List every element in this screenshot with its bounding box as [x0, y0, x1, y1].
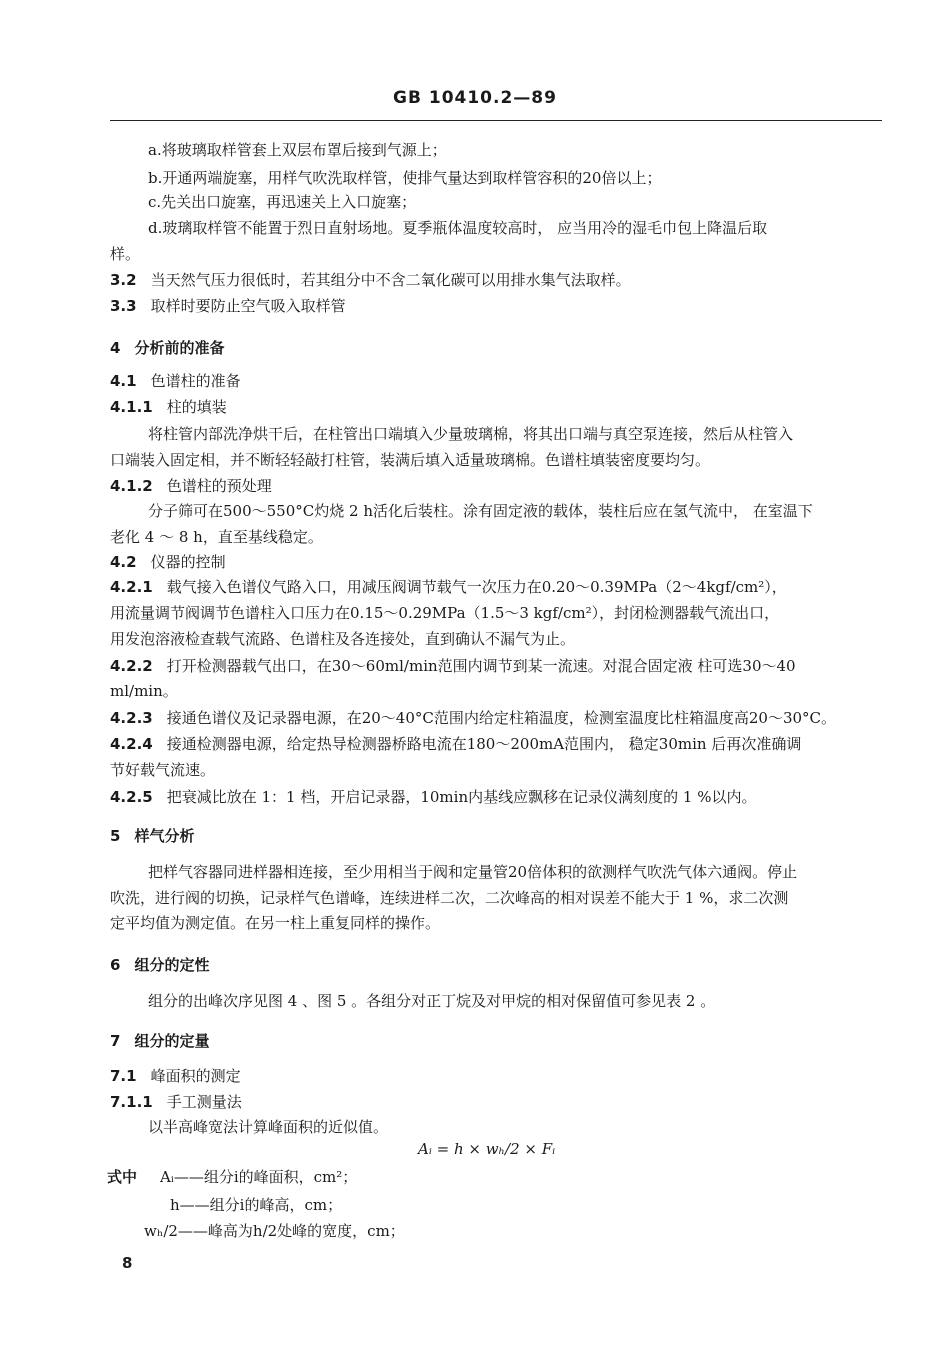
p-4-1-1-a-text: 将柱管内部洗净烘干后，在柱管出口端填入少量玻璃棉，将其出口端与真空泵连接，然后从柱管入: [148, 425, 794, 443]
sec-4-2-5: [110, 787, 756, 807]
sec-3-3-text: 取样时要防止空气吸入取样管: [150, 297, 346, 315]
sec-3-2-number: 3.2: [110, 271, 137, 289]
sec-4-text: 分析前的准备: [134, 339, 225, 357]
p-4-1-1-b-text: 口端装入固定相，并不断轻轻敲打柱管，装满后填入适量玻璃棉。色谱柱填装密度要均匀。: [110, 451, 711, 469]
sec-7: [110, 1031, 209, 1051]
sec-4-2-4-text: 接通检测器电源，给定热导检测器桥路电流在180～200mA范围内， 稳定30min 后再次准确调: [166, 735, 802, 753]
sec-4-2: [110, 552, 226, 572]
sec-6-text: 组分的定性: [134, 956, 210, 974]
sec-7-1-1-number: 7.1.1: [110, 1093, 153, 1111]
p-4-2-2-b: [110, 681, 178, 701]
p-4-1-2-b-text: 老化 4 ～ 8 h，直至基线稳定。: [110, 528, 323, 546]
sec-3-2-text: 当天然气压力很低时，若其组分中不含二氧化碳可以用排水集气法取样。: [150, 271, 631, 289]
step-b: [148, 168, 661, 188]
p-5-c-text: 定平均值为测定值。在另一柱上重复同样的操作。: [110, 914, 441, 932]
header-rule: [110, 120, 882, 121]
step-a-text: a.将玻璃取样管套上双层布罩后接到气源上；: [148, 141, 447, 159]
sec-4-1-1: [110, 397, 227, 417]
document-header: GB 10410.2—89: [393, 88, 557, 108]
sec-7-1-number: 7.1: [110, 1067, 137, 1085]
p-6-text: 组分的出峰次序见图 4 、图 5 。各组分对正丁烷及对甲烷的相对保留值可参见表 2 。: [148, 992, 716, 1010]
sec-4-1: [110, 371, 241, 391]
p-4-1-2-a: [148, 501, 813, 521]
sec-3-3: [110, 296, 346, 316]
sec-4-2-4: [110, 734, 801, 754]
step-b-text: b.开通两端旋塞，用样气吹洗取样管，使排气量达到取样管容积的20倍以上；: [148, 169, 662, 187]
step-d-cont: [110, 244, 140, 264]
p-7-1-1-text: 以半高峰宽法计算峰面积的近似值。: [148, 1118, 389, 1136]
sec-4-1-2: [110, 476, 272, 496]
step-d-text: d.玻璃取样管不能置于烈日直射场地。夏季瓶体温度较高时， 应当用冷的湿毛巾包上降温后取: [148, 219, 768, 237]
sec-3-2: [110, 270, 631, 290]
sec-4-2-3-text: 接通色谱仪及记录器电源，在20～40°C范围内给定柱箱温度，检测室温度比柱箱温度高20～30°C。: [166, 709, 837, 727]
step-d-cont-text: 样。: [110, 245, 141, 263]
p-4-2-1-c: [110, 629, 575, 649]
p-7-1-1: [148, 1117, 388, 1137]
sec-3-3-number: 3.3: [110, 297, 137, 315]
def-w: wₕ/2——峰高为h/2处峰的宽度，cm；: [144, 1222, 405, 1240]
sec-4-2-5-number: 4.2.5: [110, 788, 153, 806]
sec-4-2-5-text: 把衰减比放在 1：1 档，开启记录器，10min内基线应飘移在记录仪满刻度的 1 %以内。: [166, 788, 757, 806]
p-4-1-2-b: [110, 527, 323, 547]
sec-7-text: 组分的定量: [134, 1032, 210, 1050]
sec-4-1-1-text: 柱的填装: [166, 398, 227, 416]
sec-4-1-1-number: 4.1.1: [110, 398, 153, 416]
where-label: 式中: [107, 1168, 138, 1186]
p-4-2-4-b: [110, 760, 215, 780]
step-d: [148, 218, 767, 238]
sec-4-1-number: 4.1: [110, 372, 137, 390]
step-c-text: c.先关出口旋塞，再迅速关上入口旋塞；: [148, 193, 417, 211]
sec-4-2-2: [110, 656, 796, 676]
p-5-a-text: 把样气容器同进样器相连接，至少用相当于阀和定量管20倍体积的欲测样气吹洗气体六通阀。停止: [148, 863, 798, 881]
sec-5: [110, 826, 194, 846]
sec-5-text: 样气分析: [134, 827, 195, 845]
sec-4-2-4-number: 4.2.4: [110, 735, 153, 753]
sec-4-1-2-number: 4.1.2: [110, 477, 153, 495]
p-5-b: [110, 888, 788, 908]
sec-4-2-number: 4.2: [110, 553, 137, 571]
p-4-2-4-b-text: 节好载气流速。: [110, 761, 216, 779]
sec-6: [110, 955, 209, 975]
sec-4-2-2-text: 打开检测器载气出口，在30～60ml/min范围内调节到某一流速。对混合固定液 柱可选30～40: [166, 657, 796, 675]
p-4-1-1-b: [110, 450, 710, 470]
p-4-1-2-a-text: 分子筛可在500～550°C灼烧 2 h活化后装柱。涂有固定液的载体，装柱后应在氢气流中， 在室温下: [148, 502, 813, 520]
sec-4-2-2-number: 4.2.2: [110, 657, 153, 675]
sec-4-number: 4: [110, 339, 121, 357]
sec-4-1-2-text: 色谱柱的预处理: [166, 477, 272, 495]
p-6: [148, 991, 715, 1011]
sec-4: [110, 338, 224, 358]
peak-area-formula: Aᵢ = h × wₕ/2 × Fᵢ: [418, 1140, 556, 1158]
p-5-a: [148, 862, 797, 882]
sec-4-1-text: 色谱柱的准备: [150, 372, 241, 390]
p-4-2-1-b: [110, 603, 779, 623]
step-a: [148, 140, 447, 160]
def-a: Aᵢ——组分i的峰面积，cm²；: [160, 1168, 358, 1186]
sec-7-1: [110, 1066, 241, 1086]
p-5-c: [110, 913, 440, 933]
def-h: h——组分i的峰高，cm；: [170, 1196, 343, 1214]
p-4-2-2-b-text: ml/min。: [110, 682, 178, 700]
page-number: 8: [122, 1254, 133, 1272]
sec-6-number: 6: [110, 956, 121, 974]
sec-4-2-1-text: 载气接入色谱仪气路入口，用减压阀调节载气一次压力在0.20～0.39MPa（2～4kgf/cm²），: [166, 578, 787, 596]
sec-4-2-text: 仪器的控制: [150, 553, 226, 571]
sec-4-2-1: [110, 577, 787, 597]
p-5-b-text: 吹洗，进行阀的切换，记录样气色谱峰，连续进样二次，二次峰高的相对误差不能大于 1 %，求二次测: [110, 889, 789, 907]
sec-4-2-3-number: 4.2.3: [110, 709, 153, 727]
sec-7-1-1: [110, 1092, 242, 1112]
sec-4-2-3: [110, 708, 836, 728]
p-4-2-1-b-text: 用流量调节阀调节色谱柱入口压力在0.15～0.29MPa（1.5～3 kgf/cm²），封闭检测器载气流出口，: [110, 604, 780, 622]
sec-7-1-1-text: 手工测量法: [166, 1093, 242, 1111]
p-4-2-1-c-text: 用发泡溶液检查载气流路、色谱柱及各连接处，直到确认不漏气为止。: [110, 630, 576, 648]
sec-4-2-1-number: 4.2.1: [110, 578, 153, 596]
sec-7-number: 7: [110, 1032, 121, 1050]
sec-7-1-text: 峰面积的测定: [150, 1067, 241, 1085]
sec-5-number: 5: [110, 827, 121, 845]
p-4-1-1-a: [148, 424, 793, 444]
step-c: [148, 192, 416, 212]
